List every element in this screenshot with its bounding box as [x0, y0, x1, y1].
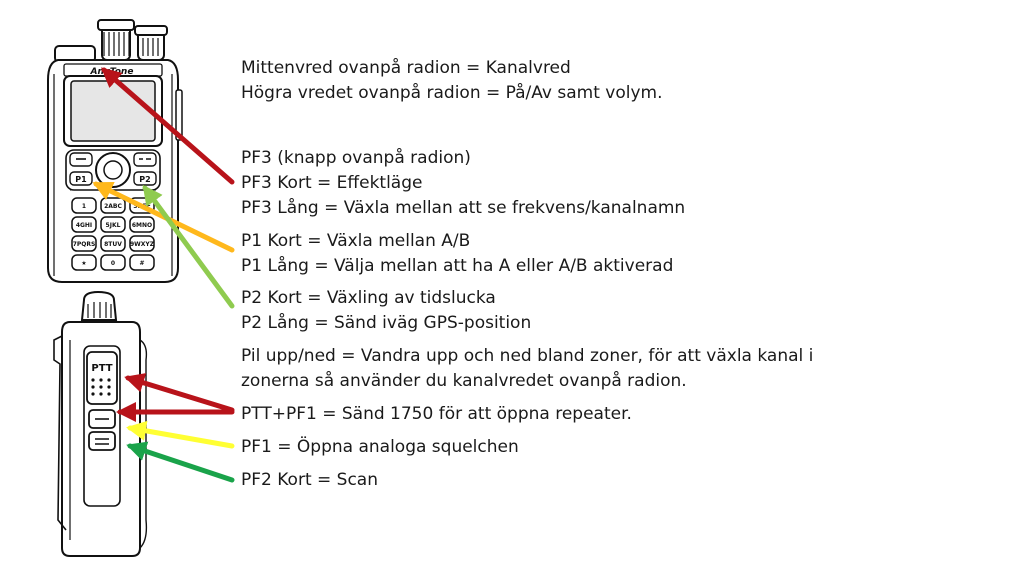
key-6: 6MNO: [131, 222, 153, 229]
brand-logo: AnyTone: [90, 67, 134, 77]
key-9: 9WXYZ: [129, 241, 155, 248]
key-hash: #: [139, 260, 145, 267]
text-p2-long: P2 Lång = Sänd iväg GPS-position: [241, 313, 532, 333]
key-star: ★: [81, 260, 87, 267]
key-7: 7PQRS: [72, 241, 96, 248]
channel-knob: [98, 20, 134, 60]
text-arrows-2: zonerna så använder du kanalvredet ovanpå radion.: [241, 371, 687, 391]
text-pf1: PF1 = Öppna analoga squelchen: [241, 437, 519, 457]
ptt-label: PTT: [91, 363, 113, 374]
radio-side-view: [54, 292, 146, 556]
text-p2-short: P2 Kort = Växling av tidslucka: [241, 288, 496, 308]
text-p1-long: P1 Lång = Välja mellan att ha A eller A/B aktiverad: [241, 256, 674, 276]
text-p1-short: P1 Kort = Växla mellan A/B: [241, 231, 471, 251]
key-p2-label: P2: [139, 175, 151, 184]
volume-knob: [135, 26, 167, 60]
key-5: 5JKL: [105, 222, 121, 229]
text-channel-knob: Mittenvred ovanpå radion = Kanalvred: [241, 58, 571, 78]
key-4: 4GHI: [75, 222, 93, 229]
text-volume-knob: Högra vredet ovanpå radion = På/Av samt volym.: [241, 83, 663, 103]
key-3: 3DEF: [133, 203, 151, 210]
text-ptt-pf1: PTT+PF1 = Sänd 1750 för att öppna repeater.: [241, 404, 632, 424]
text-pf3-short: PF3 Kort = Effektläge: [241, 173, 423, 193]
text-pf2: PF2 Kort = Scan: [241, 470, 378, 490]
arrow-ptt: [128, 378, 232, 410]
key-2: 2ABC: [104, 203, 122, 210]
text-arrows-1: Pil upp/ned = Vandra upp och ned bland zoner, för att växla kanal i: [241, 346, 814, 366]
text-pf3-heading: PF3 (knapp ovanpå radion): [241, 148, 471, 168]
text-pf3-long: PF3 Lång = Växla mellan att se frekvens/kanalnamn: [241, 198, 686, 218]
key-0: 0: [110, 260, 116, 267]
key-1: 1: [81, 203, 87, 210]
key-p1-label: P1: [75, 175, 87, 184]
key-8: 8TUV: [104, 241, 122, 248]
